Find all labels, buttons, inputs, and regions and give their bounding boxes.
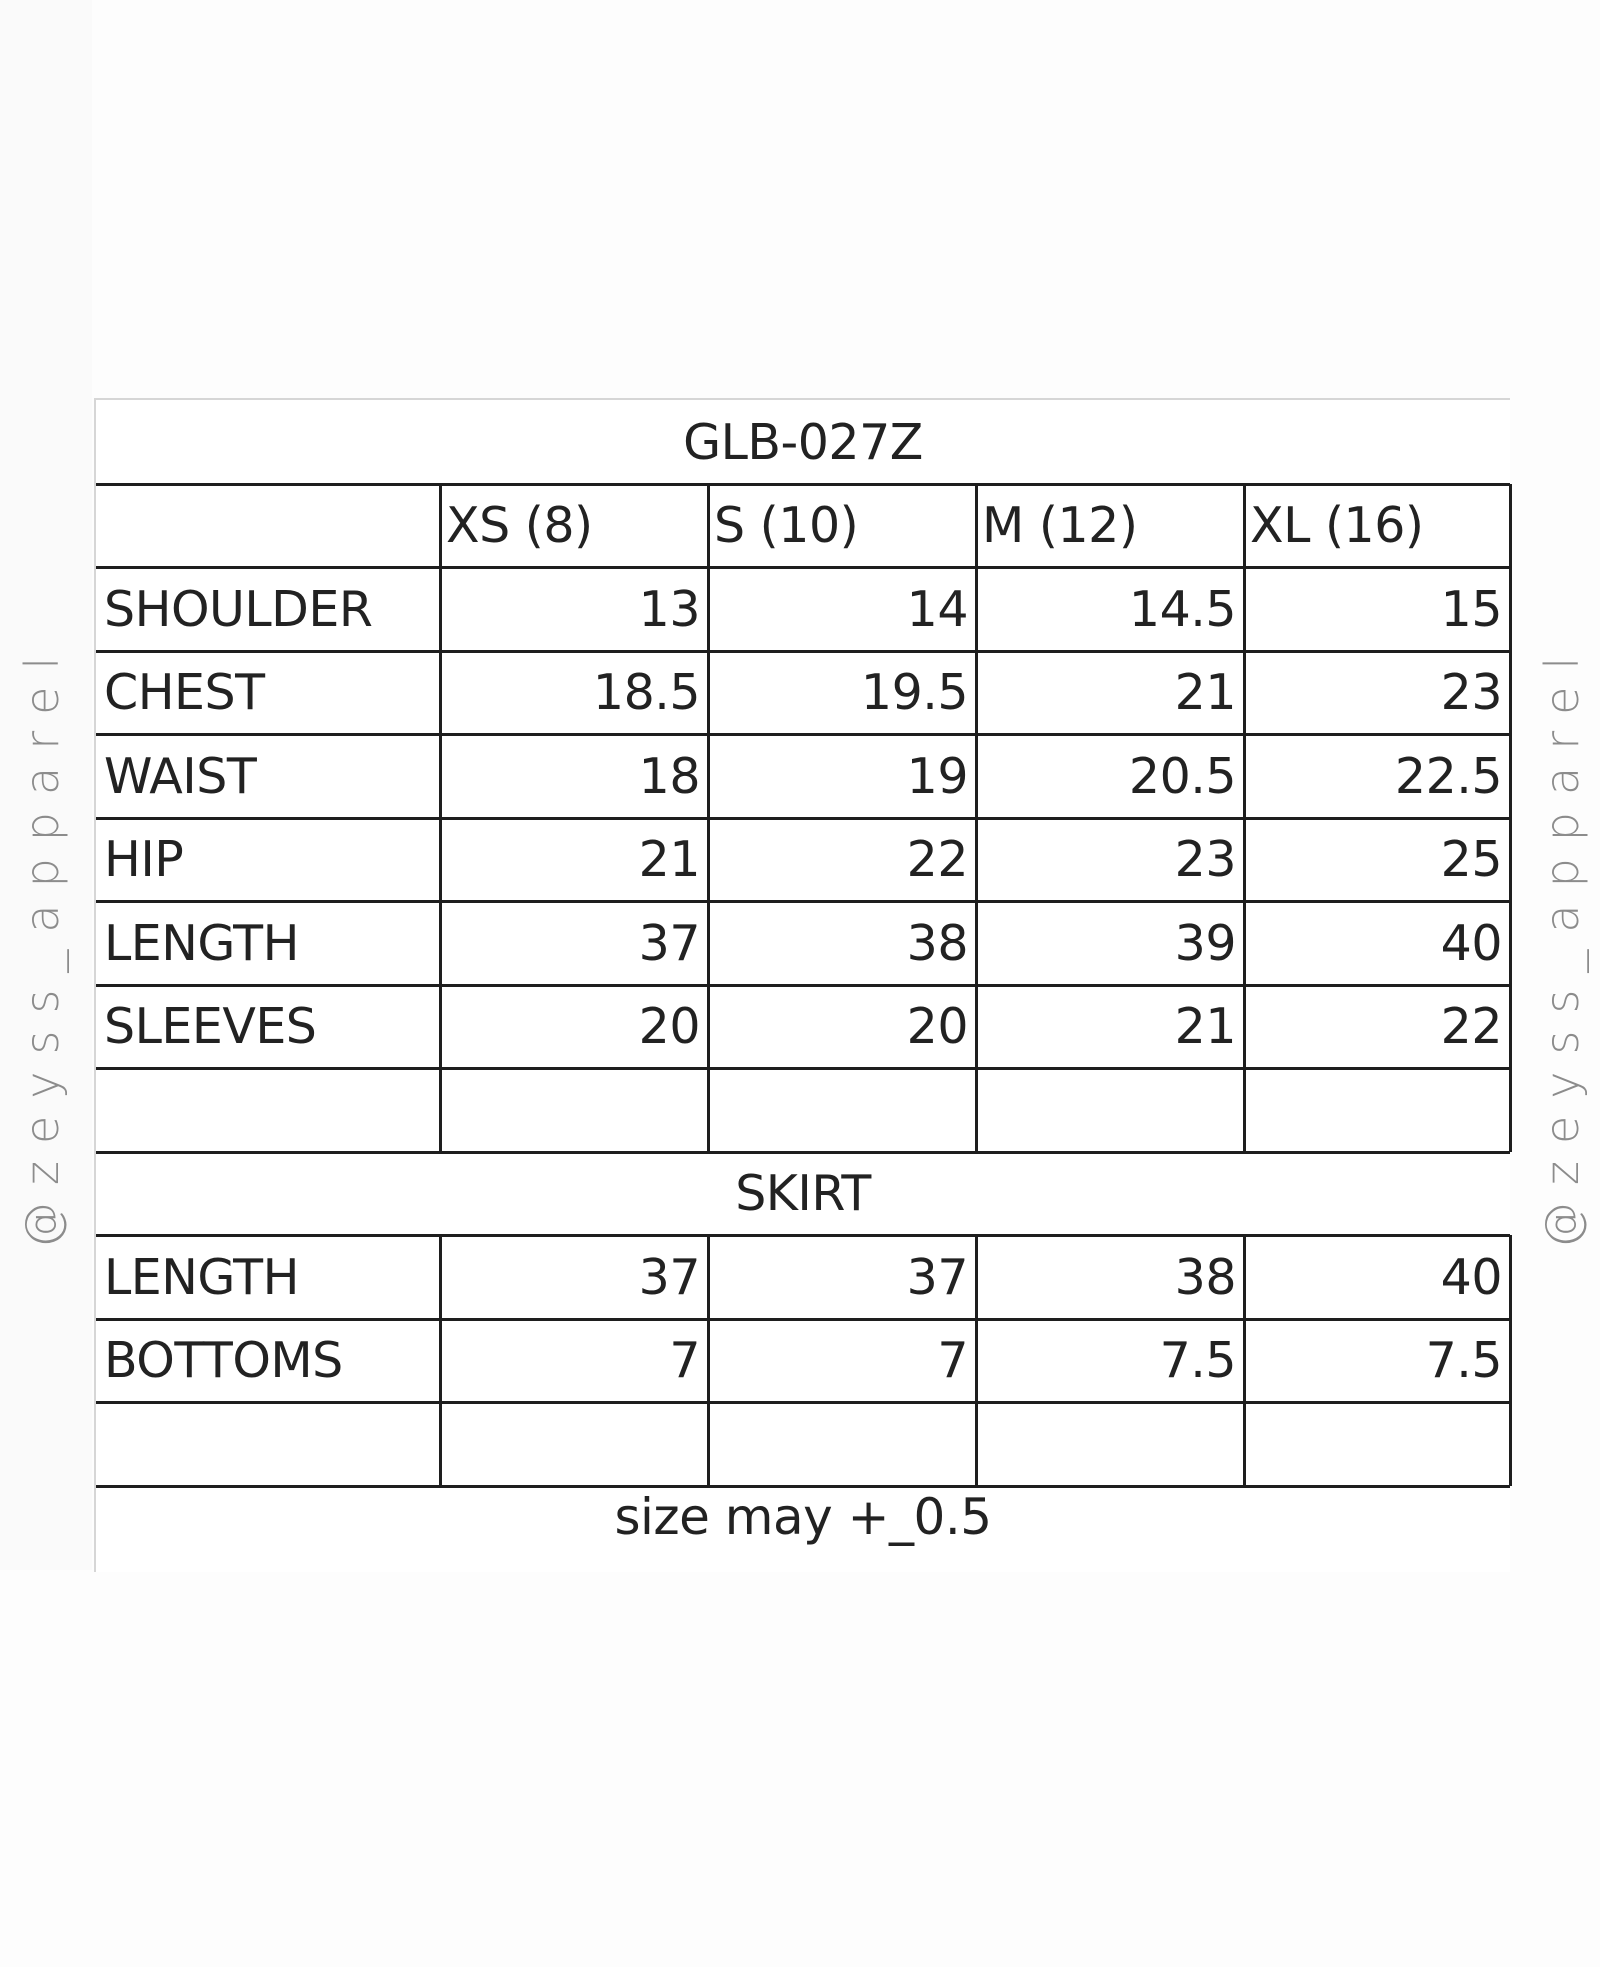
size-tolerance-note: size may +_0.5 [614,1488,992,1546]
measurement-label: WAIST [104,747,257,805]
measurement-value: 25 [1440,831,1502,888]
table-row-border [96,483,1510,486]
table-column-border [1243,1235,1246,1486]
skirt-measurement-value: 7 [937,1332,968,1389]
measurement-value: 22 [906,831,968,888]
size-header: S (10) [714,497,859,554]
measurement-value: 38 [906,914,968,972]
table-row-border [96,817,1510,820]
empty-cell [976,1402,1244,1486]
empty-cell [96,1068,440,1152]
measurement-label: LENGTH [104,914,299,972]
measurement-label: SHOULDER [104,580,373,638]
skirt-measurement-value: 7 [669,1332,700,1389]
empty-cell [976,1068,1244,1152]
measurement-value: 18.5 [592,664,700,721]
empty-cell [440,1068,708,1152]
measurement-value: 40 [1440,914,1502,972]
watermark-right [1530,624,1594,1264]
watermark-left-text: @zeyss_apparel [15,639,70,1249]
measurement-value: 20 [638,998,700,1055]
measurement-value: 21 [1174,664,1236,721]
size-header: M (12) [982,497,1138,554]
skirt-measurement-value: 7.5 [1425,1332,1502,1389]
watermark-left [10,624,74,1264]
table-title: GLB-027Z [683,413,923,471]
skirt-measurement-value: 40 [1440,1248,1502,1306]
table-row-border [96,566,1510,569]
measurement-value: 13 [638,580,700,638]
table-row-border [96,1234,1510,1237]
table-column-border [1509,484,1512,1152]
empty-cell [1244,1402,1510,1486]
measurement-label: HIP [104,831,184,888]
table-row-border [96,1401,1510,1404]
measurement-value: 21 [638,831,700,888]
skirt-measurement-label: LENGTH [104,1248,299,1306]
table-column-border [707,484,710,1152]
table-row-border [96,1318,1510,1321]
measurement-value: 23 [1174,831,1236,888]
empty-cell [708,1402,976,1486]
size-header: XL (16) [1250,497,1424,554]
measurement-value: 23 [1440,664,1502,721]
empty-cell [708,1068,976,1152]
measurement-value: 22 [1440,998,1502,1055]
table-row-border [96,1067,1510,1070]
measurement-value: 14 [906,580,968,638]
skirt-measurement-value: 37 [638,1248,700,1306]
skirt-section-title: SKIRT [735,1165,871,1222]
measurement-value: 37 [638,914,700,972]
measurement-value: 20 [906,998,968,1055]
measurement-value: 15 [1440,580,1502,638]
measurement-value: 19.5 [860,664,968,721]
measurement-label: SLEEVES [104,998,317,1055]
skirt-measurement-value: 38 [1174,1248,1236,1306]
table-row-border [96,733,1510,736]
empty-cell [96,1402,440,1486]
table-column-border [439,484,442,1152]
table-column-border [975,1235,978,1486]
size-header: XS (8) [446,497,593,554]
measurement-label: CHEST [104,664,265,721]
table-column-border [1509,1235,1512,1486]
measurement-value: 22.5 [1394,747,1502,805]
table-column-border [707,1235,710,1486]
measurement-value: 19 [906,747,968,805]
table-column-border [975,484,978,1152]
measurement-value: 39 [1174,914,1236,972]
table-column-border [1243,484,1246,1152]
table-row-border [96,650,1510,653]
size-header-blank [96,484,440,567]
skirt-measurement-value: 37 [906,1248,968,1306]
skirt-measurement-label: BOTTOMS [104,1332,343,1389]
size-chart-sheet [94,398,1510,1572]
table-row-border [96,984,1510,987]
empty-cell [1244,1068,1510,1152]
measurement-value: 18 [638,747,700,805]
measurement-value: 20.5 [1128,747,1236,805]
measurement-value: 21 [1174,998,1236,1055]
watermark-right-text: @zeyss_apparel [1535,639,1590,1249]
measurement-value: 14.5 [1128,580,1236,638]
table-column-border [439,1235,442,1486]
table-row-border [96,900,1510,903]
skirt-measurement-value: 7.5 [1159,1332,1236,1389]
empty-cell [440,1402,708,1486]
table-row-border [96,1151,1510,1154]
